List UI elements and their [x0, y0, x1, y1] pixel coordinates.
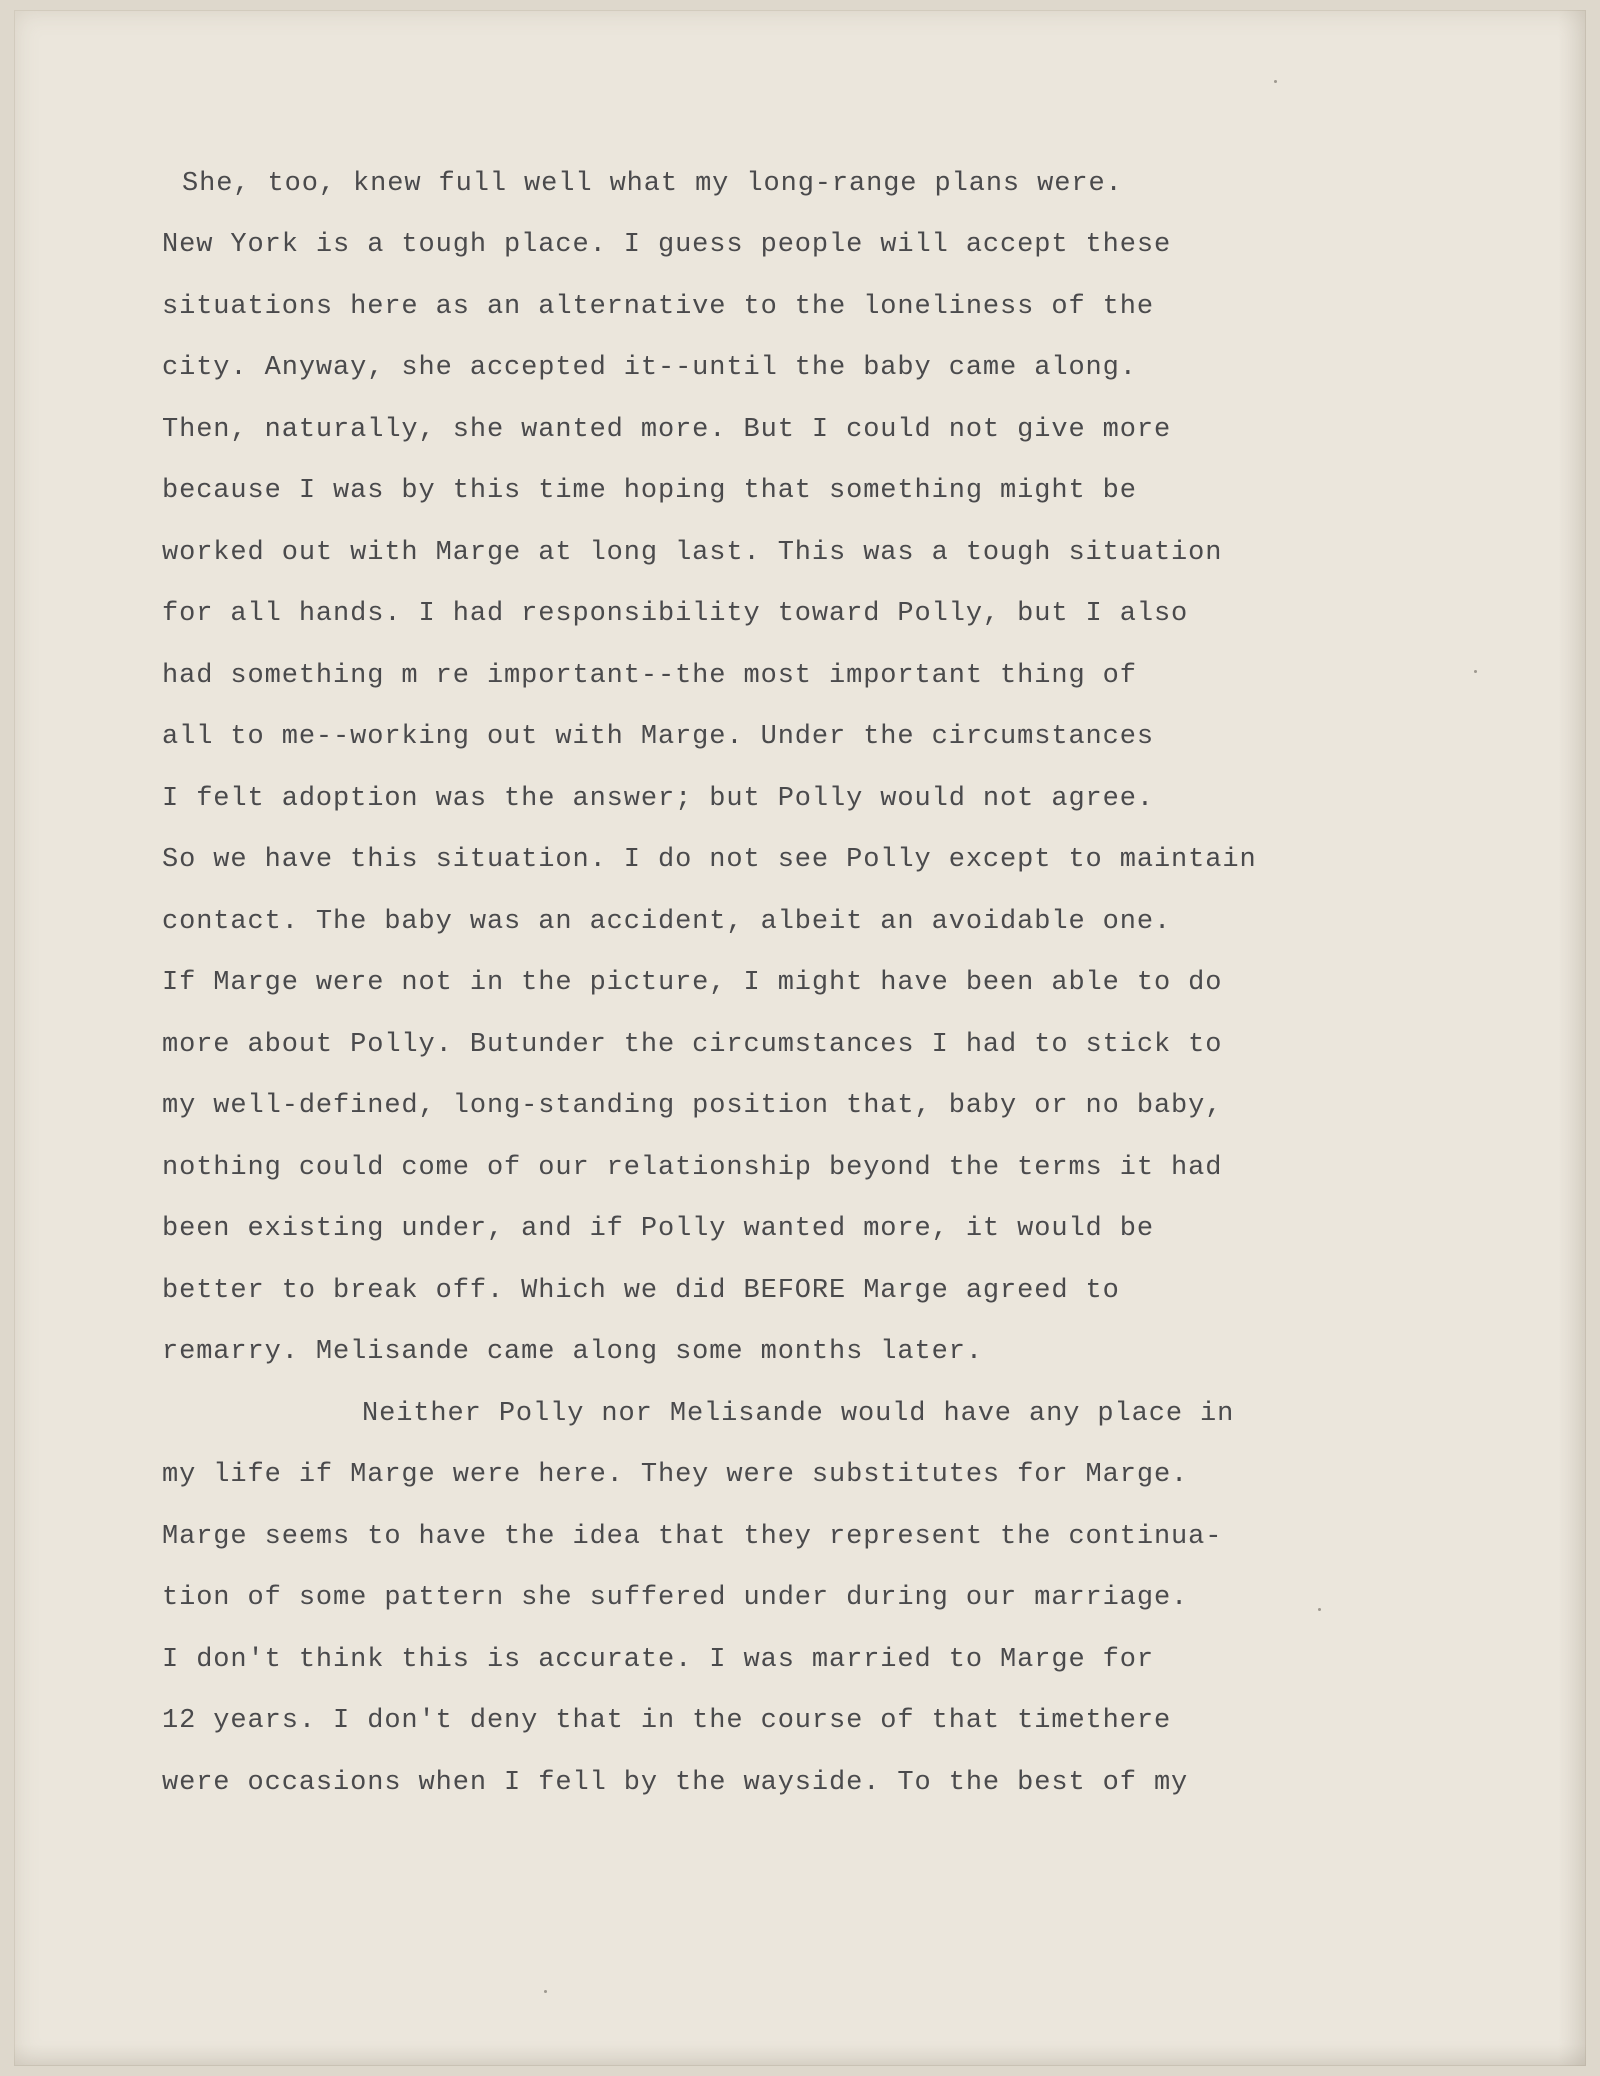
text-line: Then, naturally, she wanted more. But I could not give more: [162, 415, 1172, 445]
text-line: for all hands. I had responsibility toward Polly, but I also: [162, 599, 1189, 629]
text-line: 12 years. I don't deny that in the course of that timethere: [162, 1706, 1172, 1736]
text-line: my well-defined, long-standing position that, baby or no baby,: [162, 1091, 1223, 1121]
text-line: I felt adoption was the answer; but Polly would not agree.: [162, 784, 1154, 814]
text-line: more about Polly. Butunder the circumstances I had to stick to: [162, 1030, 1223, 1060]
text-line: better to break off. Which we did BEFORE Marge agreed to: [162, 1276, 1120, 1306]
text-line: contact. The baby was an accident, albeit an avoidable one.: [162, 907, 1172, 937]
text-line: If Marge were not in the picture, I might have been able to do: [162, 968, 1223, 998]
text-line: Marge seems to have the idea that they represent the continua-: [162, 1522, 1223, 1552]
text-line: my life if Marge were here. They were substitutes for Marge.: [162, 1460, 1189, 1490]
text-line: because I was by this time hoping that something might be: [162, 476, 1137, 506]
paper-speck: [1474, 670, 1477, 673]
text-line: had something m re important--the most important thing of: [162, 661, 1137, 691]
text-line: nothing could come of our relationship beyond the terms it had: [162, 1153, 1223, 1183]
text-line: remarry. Melisande came along some months later.: [162, 1337, 983, 1367]
text-line: city. Anyway, she accepted it--until the baby came along.: [162, 353, 1137, 383]
text-line: been existing under, and if Polly wanted more, it would be: [162, 1214, 1154, 1244]
paper-speck: [544, 1990, 547, 1993]
text-line: So we have this situation. I do not see Polly except to maintain: [162, 845, 1257, 875]
text-line: were occasions when I fell by the wayside. To the best of my: [162, 1768, 1189, 1798]
text-line: situations here as an alternative to the loneliness of the: [162, 292, 1154, 322]
text-line: New York is a tough place. I guess people will accept these: [162, 230, 1172, 260]
paper-bottom-shadow: [14, 2044, 1586, 2066]
paper-speck: [1318, 1608, 1321, 1611]
paper-sheet: [14, 10, 1586, 2066]
text-line: worked out with Marge at long last. This was a tough situation: [162, 538, 1223, 568]
typewritten-text: [14, 10, 1586, 1798]
text-line: tion of some pattern she suffered under during our marriage.: [162, 1583, 1189, 1613]
paper-speck: [1274, 80, 1277, 83]
text-line: Neither Polly nor Melisande would have any place in: [362, 1399, 1235, 1429]
text-line: She, too, knew full well what my long-range plans were.: [182, 169, 1123, 199]
text-line: all to me--working out with Marge. Under the circumstances: [162, 722, 1154, 752]
text-line: I don't think this is accurate. I was married to Marge for: [162, 1645, 1154, 1675]
